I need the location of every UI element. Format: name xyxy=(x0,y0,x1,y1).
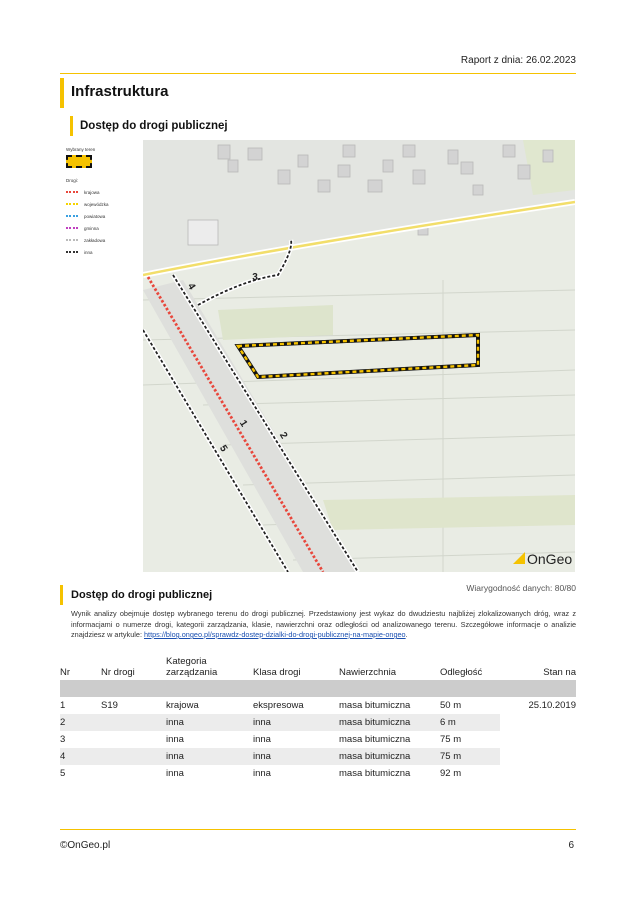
footer-copyright: ©OnGeo.pl xyxy=(60,840,111,851)
report-date: Raport z dnia: 26.02.2023 xyxy=(460,55,576,66)
col-header-nr: Nr xyxy=(60,667,71,678)
cell-class: inna xyxy=(253,748,339,765)
col-header-distance: Odległość xyxy=(440,667,483,678)
analysis-title: Dostęp do drogi publicznej xyxy=(71,589,213,601)
cell-nr: 5 xyxy=(60,768,66,779)
cell-distance: 75 m xyxy=(440,734,462,745)
cell-category: inna xyxy=(166,734,184,745)
cell-distance: 6 m xyxy=(440,714,500,731)
table-row xyxy=(60,697,576,714)
green-patch xyxy=(323,495,575,530)
col-header-class: Klasa drogi xyxy=(253,667,301,678)
legend-item xyxy=(66,210,142,222)
subsection-title: Dostęp do drogi publicznej xyxy=(80,120,228,132)
cell-category: inna xyxy=(166,748,253,765)
cell-nr: 4 xyxy=(60,748,101,765)
legend-item xyxy=(66,198,142,210)
cell-surface: masa bitumiczna xyxy=(339,768,411,779)
legend-item-label: gminna xyxy=(84,225,99,231)
page-number: 6 xyxy=(568,840,574,851)
legend-item xyxy=(66,246,142,258)
col-header-category: Kategoria zarządzania xyxy=(166,656,218,678)
table-row xyxy=(60,714,576,731)
legend-roads-label: Drogi: xyxy=(66,178,79,183)
cell-class: inna xyxy=(253,768,271,779)
road-access-map[interactable] xyxy=(143,140,575,572)
map-legend xyxy=(66,147,142,258)
section-accent-bar xyxy=(60,78,64,108)
legend-line-swatch xyxy=(66,215,78,217)
subsection-accent-bar xyxy=(70,116,73,136)
legend-item-label: inna xyxy=(84,249,93,255)
cell-road-number: S19 xyxy=(101,700,118,711)
cell-class: inna xyxy=(253,714,339,731)
analysis-description xyxy=(71,609,576,641)
legend-item-label: powiatowa xyxy=(84,213,106,219)
section-title: Infrastruktura xyxy=(71,83,169,100)
cell-category: inna xyxy=(166,714,253,731)
cell-road-number xyxy=(101,765,166,782)
road-label-1: 1 xyxy=(236,418,250,429)
roads-table xyxy=(60,656,576,782)
data-reliability: Wiarygodność danych: 80/80 xyxy=(466,583,576,593)
cell-nr: 3 xyxy=(60,734,66,745)
table-row xyxy=(60,731,576,748)
cell-class: ekspresowa xyxy=(253,700,304,711)
cell-category: krajowa xyxy=(166,700,199,711)
map-svg xyxy=(143,140,575,572)
analysis-description-end: . xyxy=(405,630,408,639)
legend-line-swatch xyxy=(66,203,78,205)
legend-line-swatch xyxy=(66,251,78,253)
road-label-3: 3 xyxy=(252,272,258,283)
cell-road-number xyxy=(101,731,166,748)
green-patch xyxy=(218,305,333,340)
article-link[interactable]: https://blog.ongeo.pl/sprawdz-dostep-dzialki-do-drogi-publicznej-na-mapie-ongeo xyxy=(144,630,406,639)
footer-divider xyxy=(60,829,576,830)
cell-distance: 50 m xyxy=(440,700,462,711)
legend-item xyxy=(66,222,142,234)
cell-distance: 75 m xyxy=(440,748,500,765)
subsection-accent-bar xyxy=(60,585,63,605)
legend-selected-label: Wybrany teren xyxy=(66,147,96,152)
cell-surface: masa bitumiczna xyxy=(339,748,440,765)
table-row xyxy=(60,765,576,782)
header-divider xyxy=(60,73,576,74)
cell-surface: masa bitumiczna xyxy=(339,714,440,731)
table-header-row xyxy=(60,656,576,680)
cell-category: inna xyxy=(166,768,184,779)
legend-item-label: krajowa xyxy=(84,189,100,195)
legend-line-swatch xyxy=(66,191,78,193)
legend-item xyxy=(66,186,142,198)
road-label-2: 2 xyxy=(276,430,290,441)
cell-status-date: 25.10.2019 xyxy=(500,697,576,782)
cell-distance: 92 m xyxy=(440,768,462,779)
legend-item-label: wojewódzka xyxy=(84,201,109,207)
cell-surface: masa bitumiczna xyxy=(339,700,411,711)
cell-nr: 2 xyxy=(60,714,101,731)
analysis-description-text: Wynik analizy obejmuje dostęp wybranego terenu do drogi publicznej. Przedstawiony jest wykaz do dwudziestu najbliżej zlokalizowanych dróg, wraz z informacjami o numerze drogi, kategorii zarządzania, klasie, nawierzchni oraz odległości od analizowanego terenu. Szczegółowe informacje o analizie znajdziesz w artykule: xyxy=(71,609,576,639)
cell-road-number xyxy=(101,748,166,765)
legend-line-swatch xyxy=(66,239,78,241)
legend-selected-swatch xyxy=(66,155,92,168)
col-header-surface: Nawierzchnia xyxy=(339,667,397,678)
map-brand: OnGeo xyxy=(527,551,573,567)
legend-line-swatch xyxy=(66,227,78,229)
col-header-status-date: Stan na xyxy=(543,667,576,678)
legend-item-label: zakładowa xyxy=(84,237,106,243)
cell-class: inna xyxy=(253,734,271,745)
col-header-road-number: Nr drogi xyxy=(101,667,135,678)
cell-road-number xyxy=(101,714,166,731)
road-label-5: 5 xyxy=(216,443,230,454)
table-row xyxy=(60,748,576,765)
table-header-divider xyxy=(60,680,576,697)
road-label-4: 4 xyxy=(184,281,198,292)
cell-surface: masa bitumiczna xyxy=(339,734,411,745)
cell-nr: 1 xyxy=(60,700,66,711)
legend-item xyxy=(66,234,142,246)
